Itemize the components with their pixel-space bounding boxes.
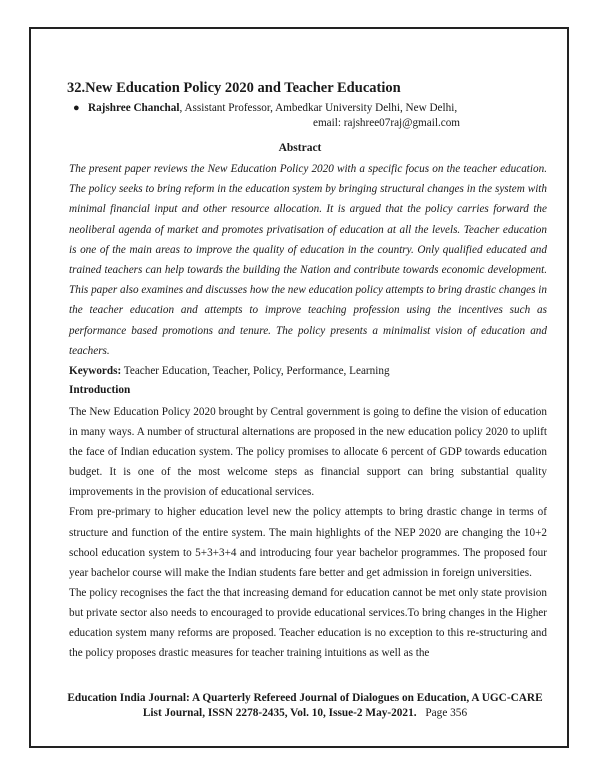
paragraph: From pre-primary to higher education level new the policy attempts to bring drastic change in terms of structure and function of the entire system. The main highlights of the NEP 2020 are changing the 10+2 school education system to 5+3+3+4 and introducing four year bachelor programmes. The proposed four year bachelor course will make the Indian students fare better and get admission in foreign universities. bbox=[69, 506, 547, 579]
abstract-text: The present paper reviews the New Education Policy 2020 with a specific focus on the teacher education. The policy seeks to bring reform in the education system by bringing structural changes in the system with minimal financial input and other resource allocation. It is argued that the policy carries forward the neoliberal agenda of market and promotes privatisation of education at all the levels. Teacher education is one of the main areas to improve the quality of education in the country. Only qualified educated and trained teachers can help towards the building the Nation and contribute towards economic development. This paper also examines and discusses how the new education policy attempts to bring drastic changes in the teacher education and attempts to improve teaching profession using the incentives such as performance based promotions and tenure. The policy presents a minimalist vision of education and teachers. bbox=[69, 163, 547, 357]
paragraph: The policy recognises the fact the that increasing demand for education cannot be met only state provision but private sector also needs to encouraged to provide educational services.To bring changes in the Higher education system many reforms are proposed. Teacher education is no exception to this re-structuring and the policy proposes drastic measures for teacher training intuitions as well as the bbox=[69, 586, 547, 660]
journal-citation: Education India Journal: A Quarterly Refereed Journal of Dialogues on Education, A UGC-CARE List Journal, ISSN 2278-2435, Vol. 10, Issue-2 May-2021. bbox=[67, 692, 543, 719]
author-affiliation: , Assistant Professor, Ambedkar University Delhi, New Delhi, bbox=[179, 102, 458, 114]
paragraph: The New Education Policy 2020 brought by Central government is going to define the vision of education in many ways. A number of structural alternations are proposed in the new education policy 2020 to uplift the face of Indian education system. The policy promises to allocate 6 percent of GDP towards education budget. It is one of the most welcome steps as financial support can bring substantial quality improvements in the provision of educational services. bbox=[69, 406, 547, 499]
author-email: email: rajshree07raj@gmail.com bbox=[313, 117, 460, 129]
page-number: Page 356 bbox=[425, 707, 468, 719]
keywords-line bbox=[69, 363, 547, 379]
introduction-body bbox=[69, 402, 547, 663]
page-footer bbox=[60, 691, 550, 721]
author-name: Rajshree Chanchal bbox=[88, 102, 180, 114]
paper-title: 32.New Education Policy 2020 and Teacher Education bbox=[67, 80, 401, 96]
keywords-label: Keywords: bbox=[69, 365, 122, 377]
introduction-heading: Introduction bbox=[69, 384, 131, 396]
abstract-heading: Abstract bbox=[278, 142, 322, 154]
author-block bbox=[73, 101, 508, 131]
keywords-list: Teacher Education, Teacher, Policy, Performance, Learning bbox=[121, 365, 390, 377]
bullet-icon: ● bbox=[73, 102, 80, 114]
